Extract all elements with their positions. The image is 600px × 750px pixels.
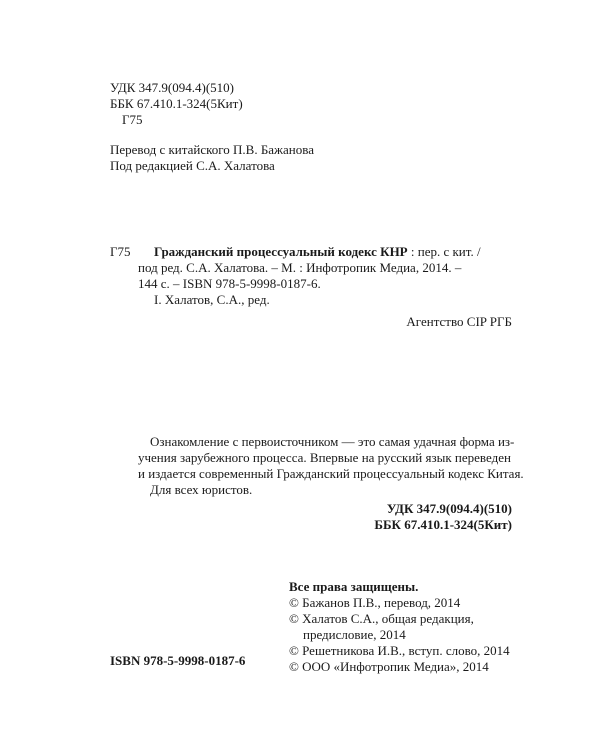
annotation-block: [138, 434, 524, 498]
annotation-udk: УДК 347.9(094.4)(510): [386, 501, 512, 516]
annotation-line-4: Для всех юристов.: [150, 482, 253, 497]
annotation-bbk: ББК 67.410.1-324(5Кит): [374, 517, 512, 532]
catalog-line-4: I. Халатов, С.А., ред.: [154, 292, 270, 307]
rights-heading: Все права защищены.: [289, 579, 419, 594]
translator-credit: Перевод с китайского П.В. Бажанова: [110, 142, 315, 157]
catalog-mark: Г75: [110, 244, 131, 259]
isbn: ISBN 978-5-9998-0187-6: [110, 653, 246, 668]
catalog-line-3: 144 с. – ISBN 978-5-9998-0187-6.: [138, 276, 321, 291]
catalog-line-1: [154, 244, 514, 260]
cip-agency: Агентство CIP РГБ: [406, 314, 512, 329]
annotation-line-2: учения зарубежного процесса. Впервые на русский язык переведен: [138, 450, 511, 465]
rights-block: [289, 579, 510, 675]
annotation-line-3: и издается современный Гражданский процессуальный кодекс Китая.: [138, 466, 524, 481]
book-title: Гражданский процессуальный кодекс КНР: [154, 244, 408, 259]
copyright-translation: © Бажанов П.В., перевод, 2014: [289, 595, 461, 610]
catalog-record: [138, 244, 514, 308]
copyright-editing-cont: предисловие, 2014: [303, 627, 406, 642]
classification-block: [110, 80, 243, 128]
annotation-line-1: Ознакомление с первоисточником — это самая удачная форма из-: [150, 434, 515, 449]
editor-credit: Под редакцией С.А. Халатова: [110, 158, 275, 173]
credits-block: [110, 142, 314, 174]
copyright-foreword: © Решетникова И.В., вступ. слово, 2014: [289, 643, 510, 658]
copyright-editing: © Халатов С.А., общая редакция,: [289, 611, 474, 626]
author-mark: Г75: [122, 112, 143, 127]
bbk-code: ББК 67.410.1-324(5Кит): [110, 96, 243, 111]
copyright-publisher: © ООО «Инфотропик Медиа», 2014: [289, 659, 489, 674]
udk-code: УДК 347.9(094.4)(510): [110, 80, 234, 95]
catalog-line-2: под ред. С.А. Халатова. – М. : Инфотропик Медиа, 2014. –: [138, 260, 462, 275]
annotation-classification: [374, 501, 512, 533]
catalog-line-1-rest: : пер. с кит. /: [407, 244, 481, 259]
